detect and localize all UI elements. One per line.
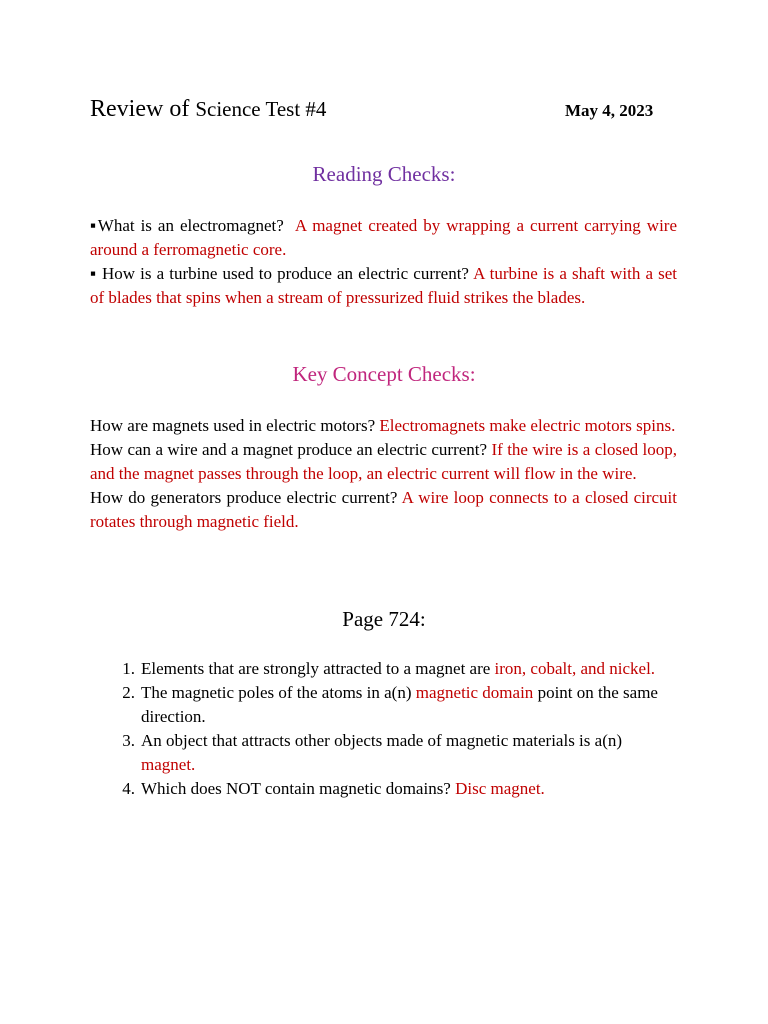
list-item: [90, 729, 680, 777]
answer-text: A magnet created by wrapping a current carrying wire around a ferromagnetic core.: [90, 216, 677, 259]
list-number: 4.: [122, 779, 135, 798]
reading-check-item: [90, 262, 677, 310]
reading-check-item: [90, 214, 677, 262]
page-724-heading: Page 724:: [342, 607, 426, 631]
question-text: How are magnets used in electric motors?: [90, 416, 376, 435]
key-concept-item: [90, 414, 677, 438]
key-concept-item: [90, 438, 677, 486]
page-724-list: [90, 657, 680, 801]
question-text: ▪What is an electromagnet?: [90, 216, 284, 235]
list-item: [90, 777, 680, 801]
key-concept-checks-block: [90, 414, 677, 534]
document-date: May 4, 2023: [565, 101, 654, 120]
list-number: 1.: [122, 659, 135, 678]
question-text: How do generators produce electric current?: [90, 488, 398, 507]
list-item-text: [141, 681, 680, 729]
answer-text: Disc magnet.: [455, 779, 545, 798]
question-text: ▪ How is a turbine used to produce an electric current?: [90, 264, 469, 283]
answer-text: iron, cobalt, and nickel.: [494, 659, 656, 678]
document-title: [90, 94, 326, 124]
reading-checks-heading: Reading Checks:: [312, 162, 456, 186]
item-text-before: Which does NOT contain magnetic domains?: [141, 779, 451, 798]
key-concept-checks-heading: Key Concept Checks:: [292, 362, 476, 386]
answer-text: Electromagnets make electric motors spins.: [379, 416, 676, 435]
answer-text: magnetic domain: [415, 683, 534, 702]
list-item-text: [141, 729, 680, 777]
item-text-before: Elements that are strongly attracted to a magnet are: [141, 659, 491, 678]
item-text-before: The magnetic poles of the atoms in a(n): [141, 683, 412, 702]
question-text: How can a wire and a magnet produce an electric current?: [90, 440, 488, 459]
item-text-after: point on the same direction.: [141, 683, 658, 726]
list-number: 3.: [122, 731, 135, 750]
reading-checks-block: [90, 214, 677, 310]
item-text-before: An object that attracts other objects made of magnetic materials is a(n): [141, 731, 623, 750]
list-number: 2.: [122, 683, 135, 702]
title-main: Review of: [90, 96, 190, 122]
key-concept-item: [90, 486, 677, 534]
list-item-text: [141, 657, 680, 681]
list-item: [90, 681, 680, 729]
answer-text: If the wire is a closed loop, and the magnet passes through the loop, an electric current will flow in the wire.: [90, 440, 678, 483]
list-item-text: [141, 777, 680, 801]
title-sub: Science Test #4: [195, 97, 327, 121]
list-item: [90, 657, 680, 681]
answer-text: magnet.: [141, 755, 196, 774]
answer-text: A wire loop connects to a closed circuit rotates through magnetic field.: [90, 488, 678, 531]
answer-text: A turbine is a shaft with a set of blades that spins when a stream of pressurized fluid strikes the blades.: [90, 264, 678, 307]
